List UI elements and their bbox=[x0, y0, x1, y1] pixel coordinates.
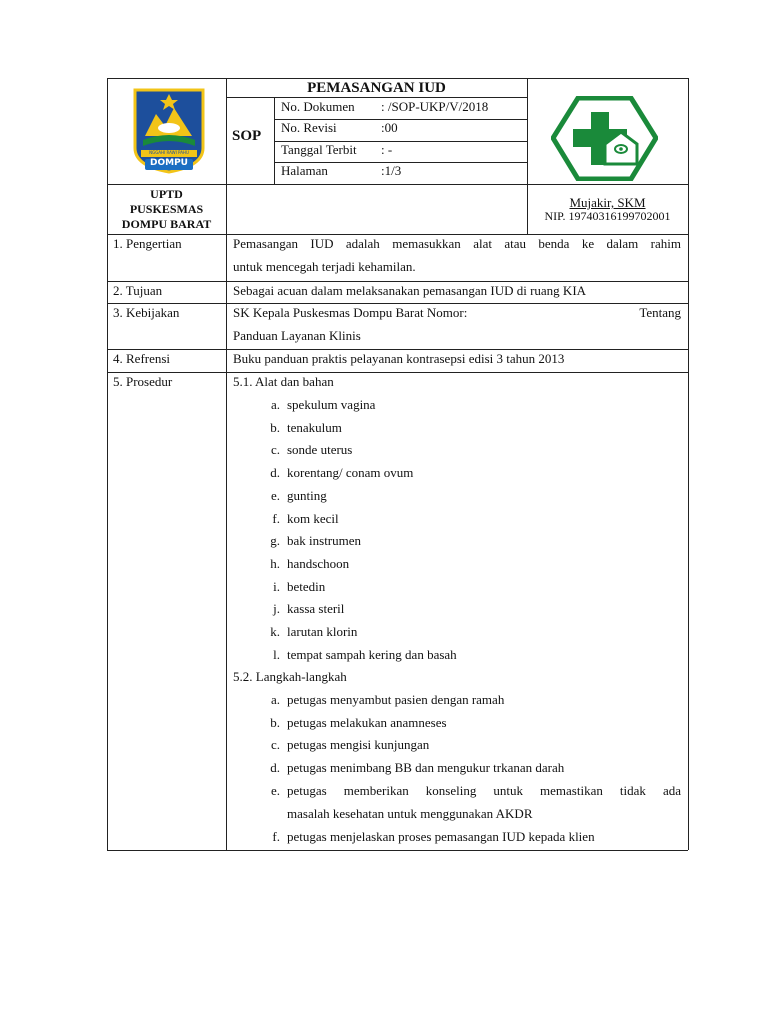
field-label: Tanggal Terbit bbox=[281, 142, 357, 157]
org-name-line: DOMPU BARAT bbox=[121, 217, 212, 231]
emblem-label: DOMPU bbox=[150, 158, 188, 168]
emblem-motto: NGGAHI RAWI PAHU bbox=[149, 150, 189, 155]
org-name-line: UPTD bbox=[150, 187, 183, 201]
signer-name: Mujakir, SKM bbox=[569, 195, 646, 210]
kebijakan-text: Panduan Layanan Klinis bbox=[233, 328, 361, 343]
section-label: 4. Refrensi bbox=[113, 351, 171, 366]
section-label: 2. Tujuan bbox=[113, 283, 163, 298]
pengertian-text: Pemasangan IUD adalah memasukkan alat atau benda ke dalam rahim bbox=[233, 236, 681, 251]
subsection-title: 5.1. Alat dan bahan bbox=[233, 374, 334, 389]
field-value: : - bbox=[381, 142, 393, 157]
puskesmas-logo-icon bbox=[551, 96, 658, 181]
section-label: 1. Pengertian bbox=[113, 236, 182, 251]
field-label: Halaman bbox=[281, 163, 328, 178]
field-label: No. Revisi bbox=[281, 120, 337, 135]
field-value: :1/3 bbox=[381, 163, 402, 178]
signer-nip: NIP. 19740316199702001 bbox=[544, 209, 671, 223]
field-label: No. Dokumen bbox=[281, 99, 355, 114]
kebijakan-text: SK Kepala Puskesmas Dompu Barat Nomor: bbox=[233, 305, 468, 320]
subsection-title: 5.2. Langkah-langkah bbox=[233, 669, 347, 684]
kebijakan-text: Tentang bbox=[639, 305, 681, 320]
refrensi-text: Buku panduan praktis pelayanan kontrasepsi edisi 3 tahun 2013 bbox=[233, 351, 565, 366]
section-label: 3. Kebijakan bbox=[113, 305, 180, 320]
pengertian-text: untuk mencegah terjadi kehamilan. bbox=[233, 259, 416, 274]
sop-label: SOP bbox=[232, 128, 262, 144]
field-value: : /SOP-UKP/V/2018 bbox=[381, 99, 489, 114]
tujuan-text: Sebagai acuan dalam melaksanakan pemasangan IUD di ruang KIA bbox=[233, 283, 587, 298]
field-value: :00 bbox=[381, 120, 398, 135]
document-title: PEMASANGAN IUD bbox=[307, 80, 446, 96]
org-name-line: PUSKESMAS bbox=[129, 202, 204, 216]
section-label: 5. Prosedur bbox=[113, 374, 173, 389]
